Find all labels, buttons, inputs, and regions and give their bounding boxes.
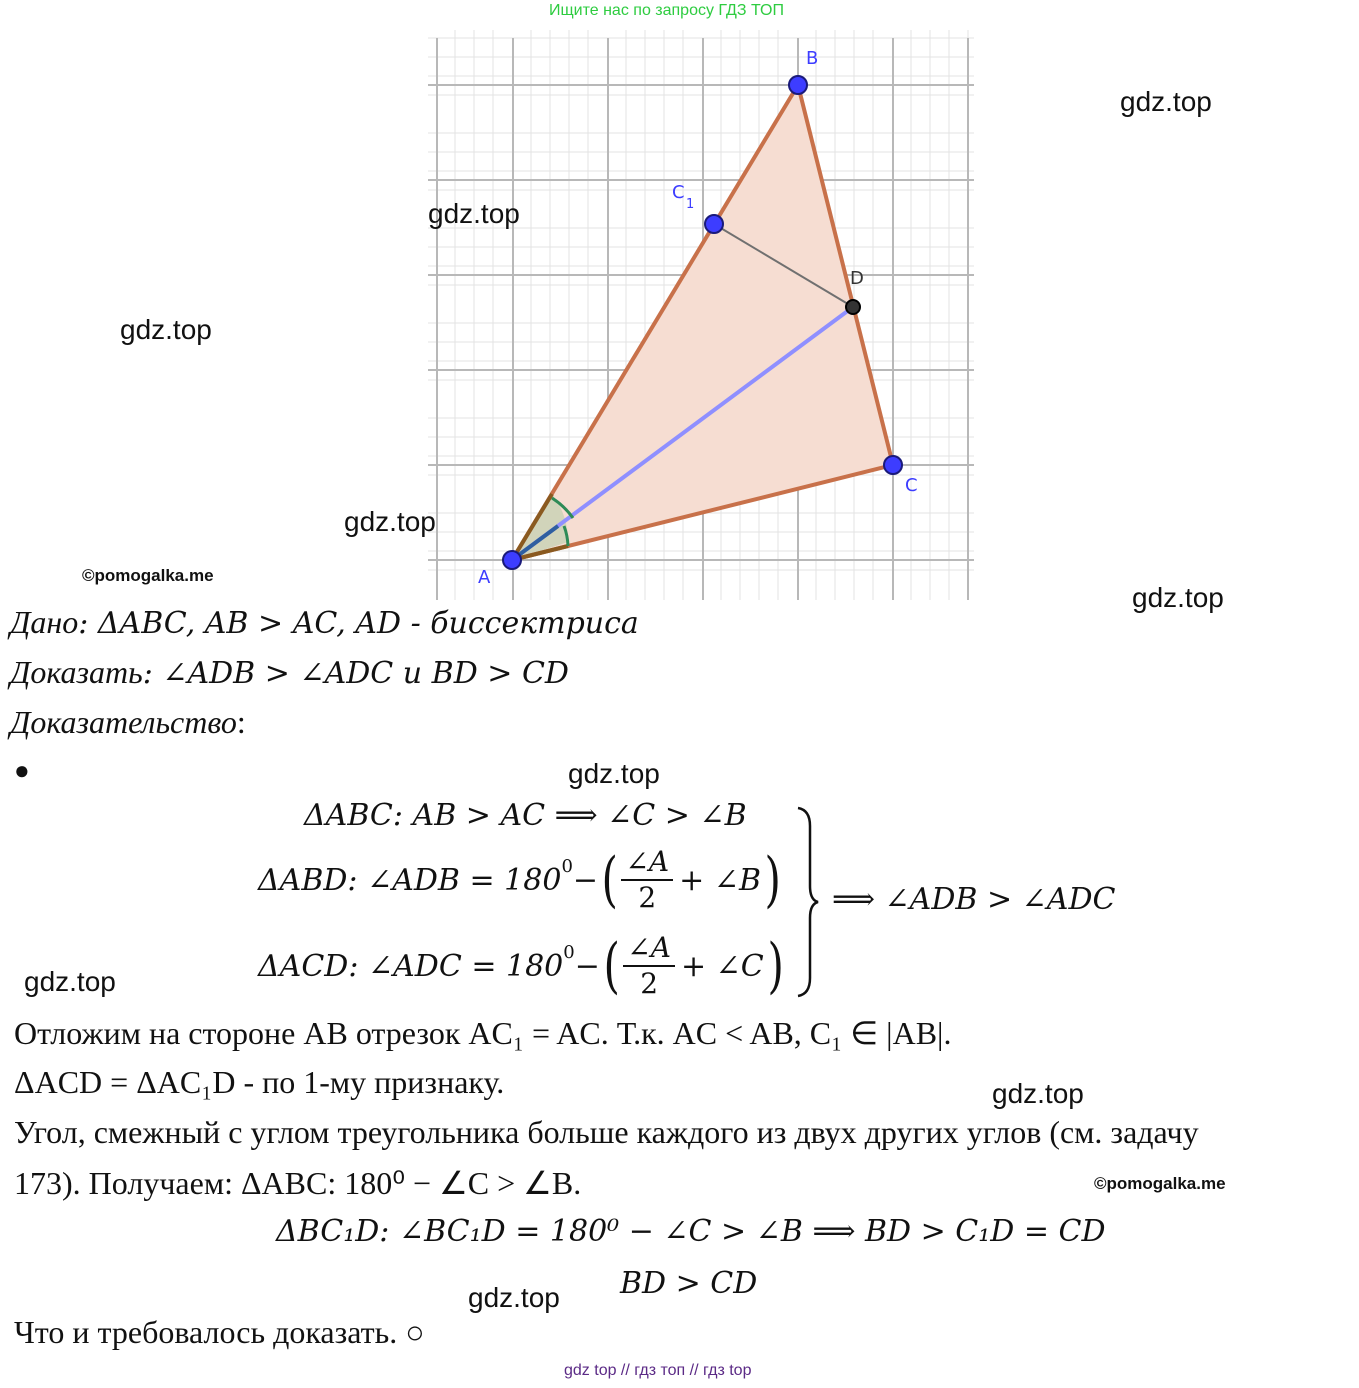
fraction-numerator: ∠A [623,931,675,967]
equation-2-minus: − [572,862,599,898]
label-b: B [806,48,819,69]
fraction-numerator: ∠A [621,845,673,881]
proof-label: Доказательство [10,704,237,740]
conclusion-1: ⟹ ∠ADB > ∠ADC [832,882,1116,917]
label-c1: C [672,182,685,203]
equation-2-left: ΔABD: ∠ADB = 180 [258,862,562,898]
watermark-gdz-9: gdz.top [468,1282,560,1313]
point-c [884,456,902,474]
bullet: ● [14,756,30,785]
watermark-gdz-7: gdz.top [24,966,116,997]
equation-3-minus: − [574,948,600,984]
watermark-gdz-1: gdz.top [1120,86,1212,117]
equation-2 [258,840,784,920]
equation-2-degree: 0 [561,855,573,877]
watermark-gdz-4: gdz.top [344,506,436,537]
watermark-gdz-8: gdz.top [992,1078,1084,1109]
paragraph-2: ΔACD = ΔAC₁D - по 1-му признаку. [14,1064,505,1100]
equation-3 [258,926,787,1006]
proof-line [10,704,246,741]
equation-3-lparen: ( [603,931,620,1001]
watermark-gdz-6: gdz.top [568,758,660,789]
watermark-gdz-5: gdz.top [1132,582,1224,613]
search-hint: Ищите нас по запросу ГДЗ ТОП [549,2,784,19]
label-d: D [850,268,864,289]
given-body: : ΔABC, AB > AC, AD - биссектриса [78,606,639,641]
fraction-denominator: 2 [638,881,657,914]
prove-body: : ∠ADB > ∠ADC и BD > CD [142,656,569,691]
qed-line: Что и требовалось доказать. ○ [14,1314,425,1350]
equation-3-rparen: ) [767,931,784,1001]
equation-3-tail: + ∠C [680,948,764,984]
point-a [503,551,521,569]
equation-2-lparen: ( [601,845,618,915]
watermark-pomogalka-1: ©pomogalka.me [82,566,214,585]
equation-2-tail: + ∠B [679,862,762,898]
proof-colon: : [236,704,246,740]
equation-5: BD > CD [620,1266,758,1301]
equation-3-fraction [623,931,675,1001]
equation-2-fraction [621,845,673,915]
watermark-pomogalka-2: ©pomogalka.me [1094,1174,1226,1193]
triangle-figure [428,30,974,600]
point-c1 [705,215,723,233]
equation-3-degree: 0 [563,941,575,963]
fraction-denominator: 2 [640,967,659,1000]
prove-label: Доказать [10,654,143,690]
point-d [846,300,860,314]
paragraph-1: Отложим на стороне AB отрезок AC₁ = AC. Т.к. AC < AB, C₁ ∈ |AB|. [14,1015,952,1051]
right-brace [794,806,820,998]
watermark-gdz-2: gdz.top [428,198,520,229]
given-line [10,604,639,641]
equation-1: ΔABC: AB > AC ⟹ ∠C > ∠B [304,798,747,833]
label-c: C [905,475,918,496]
equation-2-rparen: ) [764,845,781,915]
paragraph-3a: Угол, смежный с углом треугольника больше каждого из двух других углов (см. задачу [14,1114,1199,1150]
point-b [789,76,807,94]
equation-3-left: ΔACD: ∠ADC = 180 [258,948,564,984]
label-a: A [478,567,491,588]
watermark-gdz-3: gdz.top [120,314,212,345]
paragraph-3b: 173). Получаем: ΔABC: 180⁰ − ∠C > ∠B. [14,1165,582,1201]
footer-links[interactable]: gdz top // гдз топ // гдз top [564,1362,752,1379]
given-label: Дано [10,604,79,640]
label-c1-sub: 1 [686,197,695,212]
equation-4: ΔBC₁D: ∠BC₁D = 180⁰ − ∠C > ∠B ⟹ BD > C₁D = CD [276,1214,1106,1249]
prove-line [10,654,569,691]
